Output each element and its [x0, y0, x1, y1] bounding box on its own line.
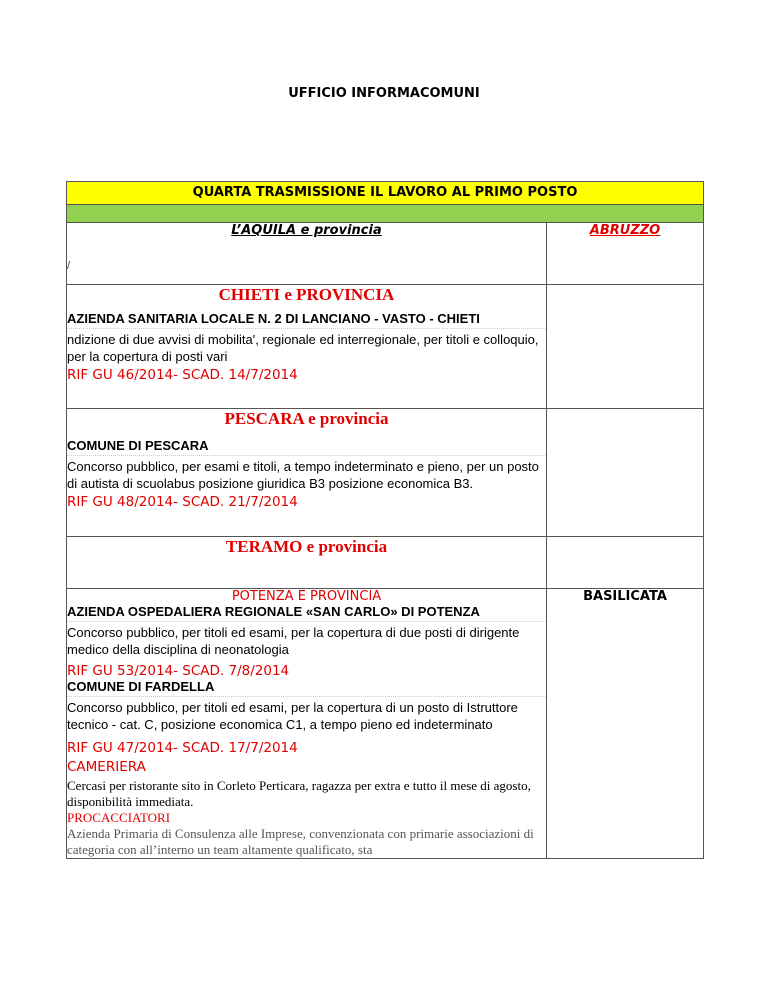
office-title: UFFICIO INFORMACOMUNI [288, 86, 480, 101]
potenza-description-1: Concorso pubblico, per titoli ed esami, per la copertura di due posti di dirigente medico della disciplina di neonatologia [67, 625, 520, 657]
potenza-cell [67, 589, 547, 859]
empty-region-cell [547, 537, 704, 589]
pescara-description: Concorso pubblico, per esami e titoli, a tempo indeterminato e pieno, per un posto di autista di scuolabus posizione giuridica B3 posizione economica B3. [67, 459, 539, 491]
pescara-rif: RIF GU 48/2014- SCAD. 21/7/2014 [67, 494, 298, 510]
laquila-note: / [67, 260, 71, 272]
potenza-entity-1: AZIENDA OSPEDALIERA REGIONALE «SAN CARLO» DI POTENZA [67, 604, 546, 622]
potenza-heading: POTENZA E PROVINCIA [231, 589, 382, 604]
job-title-cameriera: CAMERIERA [67, 759, 146, 775]
job-description-procacciatori: Azienda Primaria di Consulenza alle Imprese, convenzionata con primarie associazioni di categoria con all’interno un team altamente qualificato, sta [67, 826, 534, 857]
region-abruzzo: ABRUZZO [589, 223, 661, 238]
pescara-entity: COMUNE DI PESCARA [67, 438, 546, 456]
chieti-heading: CHIETI e PROVINCIA [218, 285, 395, 304]
potenza-entity-2: COMUNE DI FARDELLA [67, 679, 546, 697]
region-basilicata: BASILICATA [583, 589, 667, 604]
chieti-cell [67, 285, 547, 409]
empty-region-cell [547, 285, 704, 409]
laquila-cell [67, 223, 547, 285]
transmission-header: QUARTA TRASMISSIONE IL LAVORO AL PRIMO POSTO [67, 182, 704, 205]
chieti-description: ndizione di due avvisi di mobilita', regionale ed interregionale, per titoli e colloquio, per la copertura di posti vari [67, 332, 539, 364]
teramo-cell [67, 537, 547, 589]
chieti-entity: AZIENDA SANITARIA LOCALE N. 2 DI LANCIANO - VASTO - CHIETI [67, 311, 546, 329]
potenza-rif-2: RIF GU 47/2014- SCAD. 17/7/2014 [67, 740, 298, 756]
listings-table [66, 181, 704, 859]
teramo-heading: TERAMO e provincia [225, 537, 388, 556]
laquila-heading: L’AQUILA e provincia [231, 223, 382, 238]
region-cell-abruzzo [547, 223, 704, 285]
empty-region-cell [547, 409, 704, 537]
region-cell-basilicata [547, 589, 704, 859]
potenza-rif-1: RIF GU 53/2014- SCAD. 7/8/2014 [67, 663, 290, 679]
pescara-heading: PESCARA e provincia [224, 409, 389, 428]
pescara-cell [67, 409, 547, 537]
header-spacer-bar [67, 205, 704, 223]
chieti-rif: RIF GU 46/2014- SCAD. 14/7/2014 [67, 367, 298, 383]
job-description-cameriera: Cercasi per ristorante sito in Corleto Perticara, ragazza per extra e tutto il mese di agosto, disponibilità immediata. [67, 778, 531, 809]
job-title-procacciatori: PROCACCIATORI [67, 810, 171, 825]
potenza-description-2: Concorso pubblico, per titoli ed esami, per la copertura di un posto di Istruttore tecnico - cat. C, posizione economica C1, a tempo pieno ed indeterminato [67, 700, 518, 732]
